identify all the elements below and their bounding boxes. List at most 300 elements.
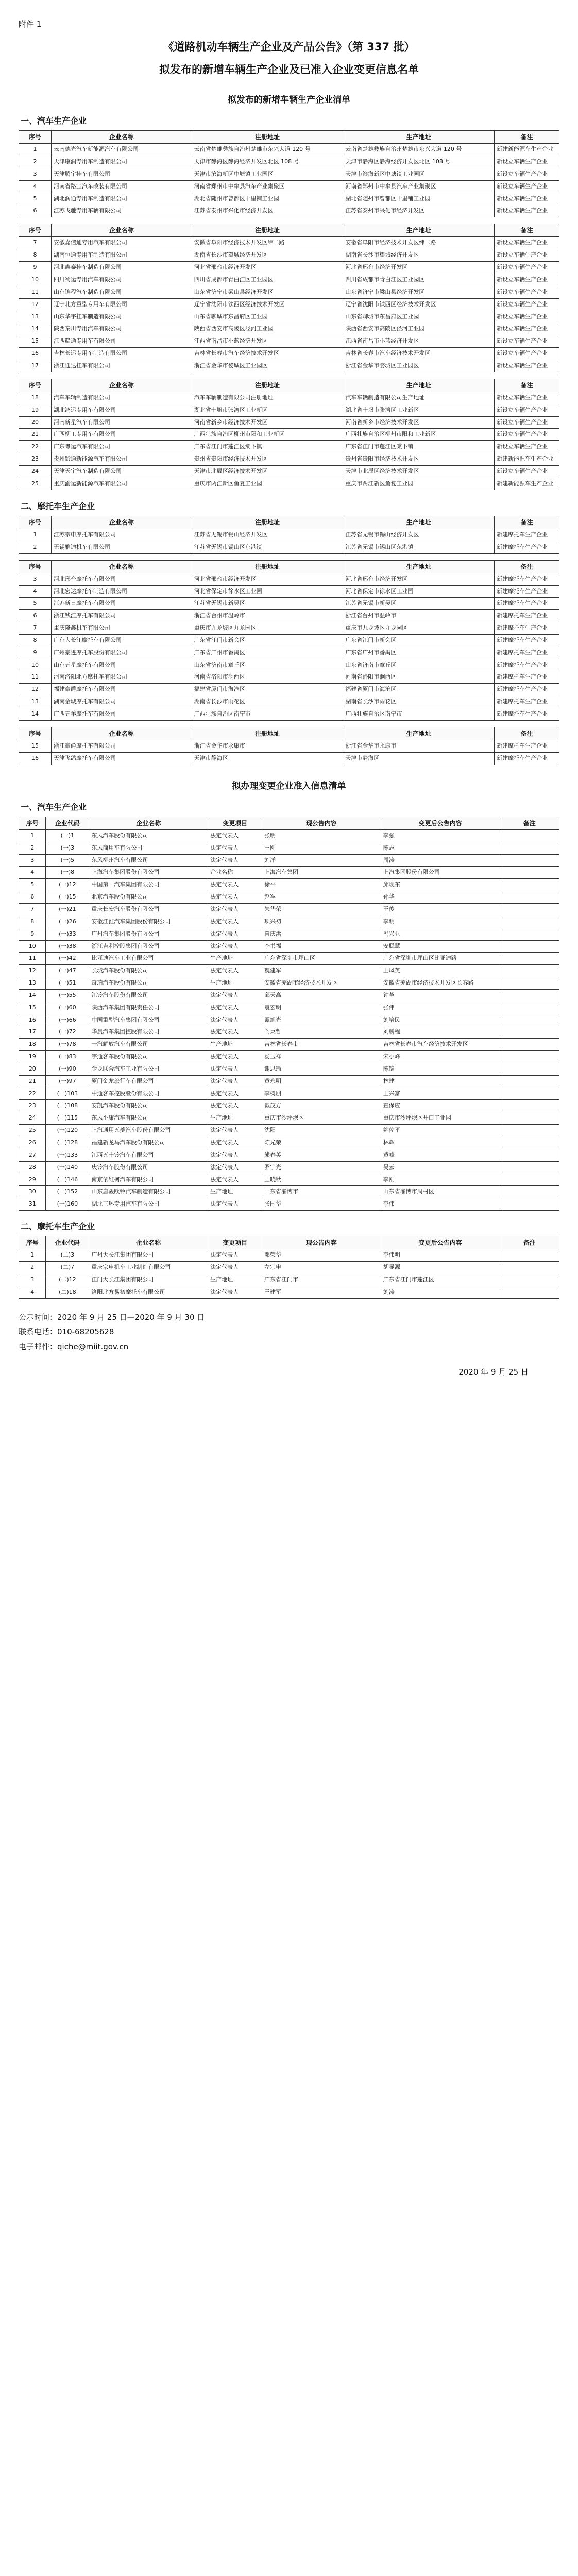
table-cell: 24 [19, 465, 52, 478]
table-cell: 安凯汽车股份有限公司 [89, 1100, 208, 1112]
table-row [19, 708, 559, 721]
auto-new-table-b [19, 224, 559, 372]
table-cell: 钟革 [381, 989, 500, 1002]
data-table [19, 560, 559, 721]
table-cell: 法定代表人 [208, 916, 262, 928]
table-cell: 法定代表人 [208, 1137, 262, 1149]
table-cell: 广东省江门市蓬江区棠下镇 [192, 441, 343, 453]
table-cell: (一)83 [46, 1051, 89, 1063]
table-cell: 王晓秋 [262, 1174, 381, 1186]
column-header: 变更项目 [208, 817, 262, 829]
column-header: 序号 [19, 1236, 46, 1249]
table-row [19, 903, 559, 916]
table-cell: 法定代表人 [208, 1002, 262, 1014]
column-header: 企业代码 [46, 1236, 89, 1249]
table-cell: 17 [19, 1026, 46, 1039]
table-cell: 江西五十铃汽车有限公司 [89, 1149, 208, 1161]
table-cell: 天津市北辰区经济技术开发区 [192, 465, 343, 478]
table-cell: 江西省南昌市小蓝经济开发区 [192, 335, 343, 348]
table-cell: 黄永明 [262, 1075, 381, 1088]
table-row [19, 1014, 559, 1026]
table-cell: 奇瑞汽车股份有限公司 [89, 977, 208, 990]
table-cell: 邱现东 [381, 879, 500, 891]
table-cell: 上汽集团股份有限公司 [381, 867, 500, 879]
table-cell: 20 [19, 416, 52, 429]
table-cell: 新建摩托车生产企业 [495, 573, 559, 585]
table-cell: 河北省保定市徐水区工业园 [192, 585, 343, 598]
table-cell [500, 1039, 559, 1051]
table-cell: (二)3 [46, 1249, 89, 1262]
table-row [19, 977, 559, 990]
data-table [19, 379, 559, 490]
table-cell: 新建摩托车生产企业 [495, 622, 559, 635]
table-cell: 27 [19, 1149, 46, 1161]
table-cell: 湖南省长沙市望城经济开发区 [343, 249, 495, 262]
column-header: 生产地址 [343, 224, 495, 237]
section-auto-new: 一、汽车生产企业 [21, 116, 87, 126]
table-cell: 6 [19, 610, 52, 622]
table-row [19, 965, 559, 977]
table-cell: 河北鑫泰挂车制造有限公司 [51, 262, 192, 274]
table-cell [500, 1186, 559, 1198]
table-cell: 8 [19, 634, 52, 647]
table-cell: 13 [19, 311, 52, 323]
section-auto-change: 一、汽车生产企业 [21, 802, 87, 812]
table-cell: 新建摩托车生产企业 [495, 585, 559, 598]
table-cell: 河北省邢台市经济开发区 [192, 573, 343, 585]
table-cell: 7 [19, 237, 52, 249]
table-cell: 安徽省阜阳市经济技术开发区纬二路 [343, 237, 495, 249]
column-header: 生产地址 [343, 560, 495, 573]
table-row [19, 585, 559, 598]
table-row [19, 529, 559, 541]
table-cell: 新建摩托车生产企业 [495, 541, 559, 553]
table-cell: (一)140 [46, 1161, 89, 1174]
table-cell: 22 [19, 1088, 46, 1100]
table-cell: (二)7 [46, 1262, 89, 1274]
table-cell: 江苏省泰州市兴化市经济开发区 [343, 205, 495, 217]
table-row [19, 573, 559, 585]
table-cell [500, 1088, 559, 1100]
table-cell: 左宗申 [262, 1262, 381, 1274]
table-cell: 6 [19, 891, 46, 904]
table-cell: 22 [19, 441, 52, 453]
table-row [19, 671, 559, 684]
table-cell: 天津康润专用车制造有限公司 [51, 156, 192, 168]
table-cell: 湖南金城摩托车有限公司 [51, 696, 192, 708]
table-cell: 1 [19, 529, 52, 541]
table-cell: 张国华 [262, 1198, 381, 1211]
table-cell [500, 940, 559, 953]
table-cell: 李伟 [381, 1198, 500, 1211]
table-cell: 东风柳州汽车有限公司 [89, 854, 208, 867]
table-cell: 31 [19, 1198, 46, 1211]
table-cell: 生产地址 [208, 977, 262, 990]
table-cell: 上海汽车集团 [262, 867, 381, 879]
table-cell: 新设立车辆生产企业 [495, 156, 559, 168]
table-cell: 河南省路宝汽车改装有限公司 [51, 180, 192, 193]
table-cell: 14 [19, 323, 52, 335]
table-cell: 谢思瑜 [262, 1063, 381, 1075]
table-cell: 重庆隆鑫机车有限公司 [51, 622, 192, 635]
table-row [19, 144, 559, 156]
table-cell: 新建摩托车生产企业 [495, 610, 559, 622]
table-cell: 5 [19, 598, 52, 610]
table-row [19, 854, 559, 867]
table-cell: 天津市滨海新区中塘镇工业园区 [343, 168, 495, 180]
table-cell: 新设立车辆生产企业 [495, 335, 559, 348]
table-cell: (一)15 [46, 891, 89, 904]
table-cell: 李树朋 [262, 1088, 381, 1100]
table-row [19, 1249, 559, 1262]
table-cell: 15 [19, 1002, 46, 1014]
table-cell: 广东省江门市蓬江区 [381, 1274, 500, 1286]
annex-label: 附件 1 [19, 20, 42, 29]
table-cell: 天津市静海区 [343, 752, 495, 765]
column-header: 企业名称 [51, 224, 192, 237]
table-cell: (二)12 [46, 1274, 89, 1286]
data-table [19, 224, 559, 372]
table-cell: 王俊 [381, 903, 500, 916]
table-row [19, 274, 559, 286]
table-cell: 江铃汽车股份有限公司 [89, 989, 208, 1002]
table-header-row [19, 817, 559, 829]
table-cell: 山东省济南市章丘区 [343, 659, 495, 671]
table-cell: 河南省新乡市经济技术开发区 [192, 416, 343, 429]
table-cell: 3 [19, 854, 46, 867]
table-cell: 浙江省台州市温岭市 [343, 610, 495, 622]
table-cell: 江西省南昌市小蓝经济开发区 [343, 335, 495, 348]
table-cell: 邱天高 [262, 989, 381, 1002]
table-cell: 新建摩托车生产企业 [495, 598, 559, 610]
table-cell: 新设立车辆生产企业 [495, 360, 559, 372]
table-cell: 新设立车辆生产企业 [495, 404, 559, 416]
table-cell: 安徽省芜湖市经济技术开发区长春路 [381, 977, 500, 990]
table-cell: 河南省郑州市中牟县汽车产业集聚区 [343, 180, 495, 193]
table-cell: 陕西省西安市高陵区泾河工业园 [192, 323, 343, 335]
table-cell: 宋小峰 [381, 1051, 500, 1063]
table-cell: 8 [19, 249, 52, 262]
table-cell: 28 [19, 1161, 46, 1174]
table-cell: 辽宁北方重型专用车有限公司 [51, 298, 192, 311]
table-cell: 汽车车辆制造有限公司生产地址 [343, 392, 495, 404]
table-cell: 法定代表人 [208, 989, 262, 1002]
table-cell: 法定代表人 [208, 1149, 262, 1161]
table-header-row [19, 224, 559, 237]
table-row [19, 696, 559, 708]
table-cell: 浙江省金华市永康市 [343, 740, 495, 753]
table-cell: 天津市滨海新区中塘镇工业园区 [192, 168, 343, 180]
table-cell: 福建豪爵摩托车有限公司 [51, 684, 192, 696]
table-row [19, 879, 559, 891]
table-cell: (一)90 [46, 1063, 89, 1075]
table-cell: 陕西汽车集团有限责任公司 [89, 1002, 208, 1014]
table-cell [500, 1026, 559, 1039]
table-cell: 30 [19, 1186, 46, 1198]
table-cell [500, 854, 559, 867]
table-row [19, 348, 559, 360]
table-cell: 上汽通用五菱汽车股份有限公司 [89, 1125, 208, 1137]
table-cell: 3 [19, 573, 52, 585]
table-cell: 周涛 [381, 854, 500, 867]
table-cell: 广东省深圳市坪山区比亚迪路 [381, 953, 500, 965]
document-date: 2020 年 9 月 25 日 [458, 1367, 529, 1377]
table-cell: 陕西秦川专用汽车有限公司 [51, 323, 192, 335]
table-cell: 刘培民 [381, 1014, 500, 1026]
document-page [19, 0, 559, 1398]
table-cell: 12 [19, 298, 52, 311]
table-cell: 陕西省西安市高陵区泾河工业园 [343, 323, 495, 335]
table-cell: 江苏飞驰专用车辆有限公司 [51, 205, 192, 217]
table-cell: 24 [19, 1112, 46, 1125]
table-cell: 陈志 [381, 842, 500, 854]
table-cell: 16 [19, 752, 52, 765]
table-cell: 山东锦程汽车制造有限公司 [51, 286, 192, 298]
table-row [19, 286, 559, 298]
table-cell: 25 [19, 478, 52, 490]
table-cell: 贵州省贵阳市经济技术开发区 [343, 453, 495, 466]
table-cell: 河南省郑州市中牟县汽车产业集聚区 [192, 180, 343, 193]
table-cell: 法定代表人 [208, 1051, 262, 1063]
table-header-row [19, 727, 559, 740]
table-row [19, 940, 559, 953]
table-cell: (一)72 [46, 1026, 89, 1039]
table-cell: 新建摩托车生产企业 [495, 659, 559, 671]
table-cell: 新建摩托车生产企业 [495, 740, 559, 753]
table-cell [500, 1198, 559, 1211]
table-cell: 重庆市两江新区鱼复工业园 [192, 478, 343, 490]
table-cell: 吴云 [381, 1161, 500, 1174]
table-cell: 新设立车辆生产企业 [495, 298, 559, 311]
table-cell: (一)38 [46, 940, 89, 953]
table-cell: 新建新能源车生产企业 [495, 144, 559, 156]
table-cell: 7 [19, 622, 52, 635]
table-row [19, 335, 559, 348]
table-cell: 张伟 [381, 1002, 500, 1014]
table-cell: 浙江省金华市婺城区工业园区 [192, 360, 343, 372]
table-cell: 浙江通达挂车有限公司 [51, 360, 192, 372]
column-header: 序号 [19, 560, 52, 573]
column-header: 变更后公告内容 [381, 817, 500, 829]
table-row [19, 298, 559, 311]
table-cell: 安徽江淮汽车集团股份有限公司 [89, 916, 208, 928]
column-header: 备注 [500, 817, 559, 829]
table-cell: 21 [19, 429, 52, 441]
table-cell: 吉林省长春市汽车经济技术开发区 [343, 348, 495, 360]
table-cell [500, 1262, 559, 1274]
table-cell: 陈锦 [381, 1063, 500, 1075]
table-cell: 湖北省随州市曾都区十里铺工业园 [192, 193, 343, 205]
table-row [19, 392, 559, 404]
table-cell: 天津飞鸽摩托车有限公司 [51, 752, 192, 765]
table-cell: 4 [19, 180, 52, 193]
table-row [19, 311, 559, 323]
table-cell: 23 [19, 1100, 46, 1112]
document-title: 《道路机动车辆生产企业及产品公告》（第 337 批） [163, 41, 415, 53]
table-row [19, 1137, 559, 1149]
table-cell: (一)108 [46, 1100, 89, 1112]
table-row [19, 416, 559, 429]
table-cell: 天津市静海区 [192, 752, 343, 765]
table-cell: 16 [19, 348, 52, 360]
table-cell [500, 842, 559, 854]
table-cell: 王刚 [262, 842, 381, 854]
table-cell: 新设立车辆生产企业 [495, 237, 559, 249]
table-cell: 生产地址 [208, 1274, 262, 1286]
table-cell: 刘涛 [381, 1286, 500, 1298]
column-header: 序号 [19, 727, 52, 740]
table-cell: 江苏省无锡市锡山经济开发区 [192, 529, 343, 541]
table-cell: 法定代表人 [208, 940, 262, 953]
table-cell: 江苏省无锡市锡山区东港镇 [343, 541, 495, 553]
table-cell: 20 [19, 1063, 46, 1075]
table-cell: 2 [19, 1262, 46, 1274]
table-cell: 查保应 [381, 1100, 500, 1112]
column-header: 生产地址 [343, 379, 495, 392]
table-cell: 江苏省无锡市新吴区 [343, 598, 495, 610]
moto-new-table-b [19, 560, 559, 721]
table-cell [500, 989, 559, 1002]
table-cell: 新设立车辆生产企业 [495, 180, 559, 193]
table-cell: 吉林长运专用车制造有限公司 [51, 348, 192, 360]
table-cell: 湖北鸿运专用车有限公司 [51, 404, 192, 416]
table-cell: 法定代表人 [208, 891, 262, 904]
table-cell: (一)160 [46, 1198, 89, 1211]
table-cell: 广州豪进摩托车股份有限公司 [51, 647, 192, 659]
column-header: 变更后公告内容 [381, 1236, 500, 1249]
table-cell: (一)26 [46, 916, 89, 928]
table-cell: 洛阳北方易初摩托车有限公司 [89, 1286, 208, 1298]
table-cell: 2 [19, 842, 46, 854]
table-cell: 法定代表人 [208, 903, 262, 916]
table-header-row [19, 1236, 559, 1249]
table-cell: 9 [19, 647, 52, 659]
table-cell: 江苏省泰州市兴化市经济开发区 [192, 205, 343, 217]
column-header: 变更项目 [208, 1236, 262, 1249]
table-cell: 山东唐骏欧铃汽车制造有限公司 [89, 1186, 208, 1198]
table-cell [500, 1274, 559, 1286]
table-cell: 湖北省十堰市张湾区工业新区 [343, 404, 495, 416]
table-cell: (一)33 [46, 928, 89, 940]
table-cell: 新设立车辆生产企业 [495, 429, 559, 441]
table-cell: 河北宏达摩托车制造有限公司 [51, 585, 192, 598]
table-cell [500, 1137, 559, 1149]
table-cell [500, 867, 559, 879]
table-cell: 安徽省芜湖市经济技术开发区 [262, 977, 381, 990]
table-cell: 安聪慧 [381, 940, 500, 953]
table-row [19, 180, 559, 193]
table-cell: 10 [19, 274, 52, 286]
auto-change-table [19, 817, 559, 1211]
table-cell: 李强 [381, 829, 500, 842]
table-cell: 冯兴亚 [381, 928, 500, 940]
table-cell: 山东省聊城市东昌府区工业园 [192, 311, 343, 323]
table-cell: 1 [19, 144, 52, 156]
table-cell: 18 [19, 1039, 46, 1051]
table-cell: 吉林省长春市 [262, 1039, 381, 1051]
table-cell: 辽宁省沈阳市铁西区经济技术开发区 [192, 298, 343, 311]
table-cell: 新设立车辆生产企业 [495, 465, 559, 478]
table-cell: (一)12 [46, 879, 89, 891]
table-cell: 谭旭光 [262, 1014, 381, 1026]
column-header: 企业名称 [89, 817, 208, 829]
document-subtitle: 拟发布的新增车辆生产企业及已准入企业变更信息名单 [159, 63, 419, 76]
table-cell: 王建军 [262, 1286, 381, 1298]
table-row [19, 1088, 559, 1100]
table-cell: 法定代表人 [208, 842, 262, 854]
table-cell [500, 1063, 559, 1075]
table-cell: 广州汽车集团股份有限公司 [89, 928, 208, 940]
table-cell: 新设立车辆生产企业 [495, 274, 559, 286]
table-cell: 贵州黔通新能源汽车有限公司 [51, 453, 192, 466]
table-row [19, 453, 559, 466]
moto-new-table-a [19, 516, 559, 554]
table-cell: 法定代表人 [208, 1262, 262, 1274]
table-cell: 汽车车辆制造有限公司 [51, 392, 192, 404]
column-header: 备注 [495, 131, 559, 144]
table-row [19, 989, 559, 1002]
table-cell: 王凤英 [381, 965, 500, 977]
table-cell: 法定代表人 [208, 928, 262, 940]
table-cell: 新建摩托车生产企业 [495, 684, 559, 696]
table-row [19, 441, 559, 453]
table-cell: 重庆长安汽车股份有限公司 [89, 903, 208, 916]
moto-new-table-c [19, 727, 559, 765]
table-cell: 河北省邢台市经济开发区 [192, 262, 343, 274]
table-cell: 重庆宗申机车工业制造有限公司 [89, 1262, 208, 1274]
table-cell: 河北邢台摩托车有限公司 [51, 573, 192, 585]
table-cell: 14 [19, 989, 46, 1002]
table-cell: 山东省聊城市东昌府区工业园 [343, 311, 495, 323]
table-cell: 湖北省随州市曾都区十里铺工业园 [343, 193, 495, 205]
table-cell: 9 [19, 262, 52, 274]
data-table [19, 727, 559, 765]
table-cell: 新设立车辆生产企业 [495, 168, 559, 180]
table-row [19, 1262, 559, 1274]
table-cell: (一)66 [46, 1014, 89, 1026]
table-cell: 29 [19, 1174, 46, 1186]
column-header: 序号 [19, 516, 52, 529]
data-table [19, 1236, 559, 1299]
table-cell: 陈光荣 [262, 1137, 381, 1149]
table-row [19, 1002, 559, 1014]
table-cell [500, 1100, 559, 1112]
table-cell: 沈阳 [262, 1125, 381, 1137]
column-header: 注册地址 [192, 224, 343, 237]
table-cell: 12 [19, 684, 52, 696]
table-cell: 5 [19, 193, 52, 205]
contact-email: 电子邮件：qiche@miit.gov.cn [19, 1342, 129, 1351]
column-header: 备注 [495, 379, 559, 392]
table-cell: 广西壮族自治区南宁市 [343, 708, 495, 721]
table-cell: 17 [19, 360, 52, 372]
table-cell: 重庆市九龙坡区九龙园区 [192, 622, 343, 635]
table-row [19, 193, 559, 205]
table-cell: 山东省济南市章丘区 [192, 659, 343, 671]
table-cell: 2 [19, 541, 52, 553]
table-cell: 刘洋 [262, 854, 381, 867]
table-cell: 新建新能源车生产企业 [495, 478, 559, 490]
table-cell: 9 [19, 928, 46, 940]
column-header: 备注 [495, 727, 559, 740]
table-cell: 江苏新日摩托车有限公司 [51, 598, 192, 610]
table-cell: 福建省厦门市海沧区 [192, 684, 343, 696]
table-cell: 四川省成都市青白江区工业园区 [192, 274, 343, 286]
table-cell: (一)78 [46, 1039, 89, 1051]
table-cell: 浙江省金华市婺城区工业园区 [343, 360, 495, 372]
table-row [19, 829, 559, 842]
table-cell [500, 1014, 559, 1026]
